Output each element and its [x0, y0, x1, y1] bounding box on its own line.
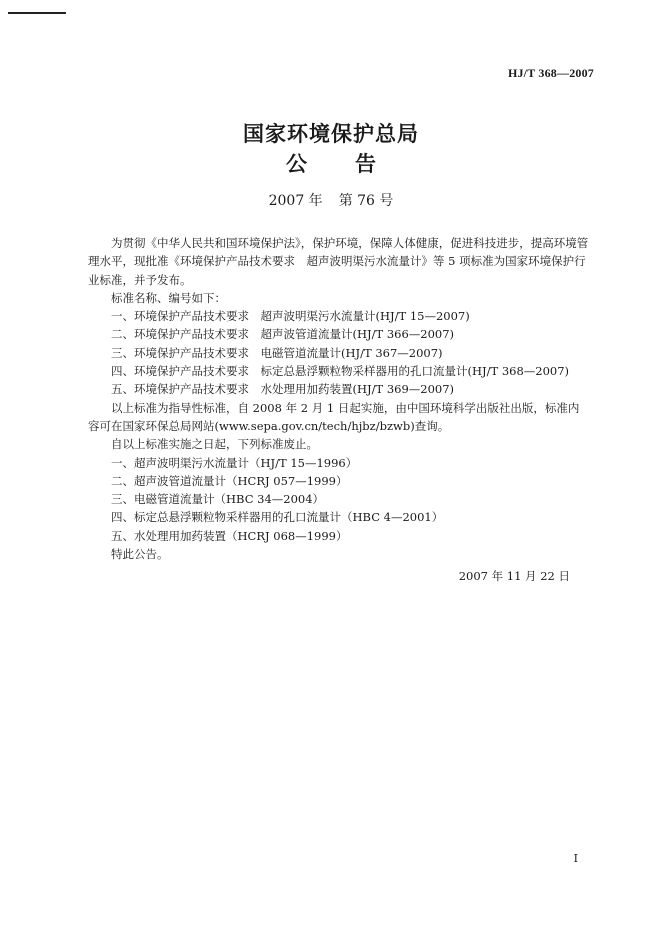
document-code: HJ/T 368—2007 — [507, 66, 594, 80]
issuing-organization: 国家环境保护总局 — [243, 121, 419, 146]
abolished-item: 二、超声波管道流量计（HCRJ 057—1999） — [111, 473, 348, 488]
standard-item: 三、环境保护产品技术要求 电磁管道流量计(HJ/T 367—2007) — [111, 345, 443, 360]
issue-date: 2007 年 11 月 22 日 — [458, 569, 570, 583]
standard-item: 二、环境保护产品技术要求 超声波管道流量计(HJ/T 366—2007) — [111, 327, 455, 342]
issue-line — [0, 190, 662, 210]
closing-line: 特此公告。 — [111, 547, 169, 562]
page-number: Ⅰ — [573, 852, 578, 865]
guidance-paragraph: 以上标准为指导性标准，自 2008 年 2 月 1 日起实施，由中国环境科学出版社出版，标准内容可在国家环保总局网站(www.sepa.gov.cn/tech/hjbz/bzwb)查询。 — [88, 400, 580, 433]
top-rule — [8, 12, 66, 14]
abolished-item: 一、超声波明渠污水流量计（HJ/T 15—1996） — [111, 455, 358, 470]
standard-item: 一、环境保护产品技术要求 超声波明渠污水流量计(HJ/T 15—2007) — [111, 309, 470, 324]
announcement-title: 公告 — [286, 151, 424, 176]
standards-heading: 标准名称、编号如下： — [111, 290, 226, 305]
standard-item: 五、环境保护产品技术要求 水处理用加药装置(HJ/T 369—2007) — [111, 382, 455, 397]
issue-number: 第 76 号 — [338, 193, 394, 209]
abolished-item: 四、标定总悬浮颗粒物采样器用的孔口流量计（HBC 4—2001） — [111, 510, 444, 525]
abolished-item: 三、电磁管道流量计（HBC 34—2004） — [111, 492, 325, 507]
abolished-item: 五、水处理用加药装置（HCRJ 068—1999） — [111, 528, 348, 543]
issue-year: 2007 年 — [268, 193, 323, 209]
standard-item: 四、环境保护产品技术要求 标定总悬浮颗粒物采样器用的孔口流量计(HJ/T 368—2007) — [111, 364, 570, 379]
abolished-heading: 自以上标准实施之日起，下列标准废止。 — [111, 437, 318, 452]
intro-paragraph: 为贯彻《中华人民共和国环境保护法》，保护环境，保障人体健康，促进科技进步，提高环境管理水平，现批准《环境保护产品技术要求 超声波明渠污水流量计》等 5 项标准为国家环境保护行业标准，并予发布。 — [88, 236, 589, 287]
announcement-body — [88, 234, 590, 563]
